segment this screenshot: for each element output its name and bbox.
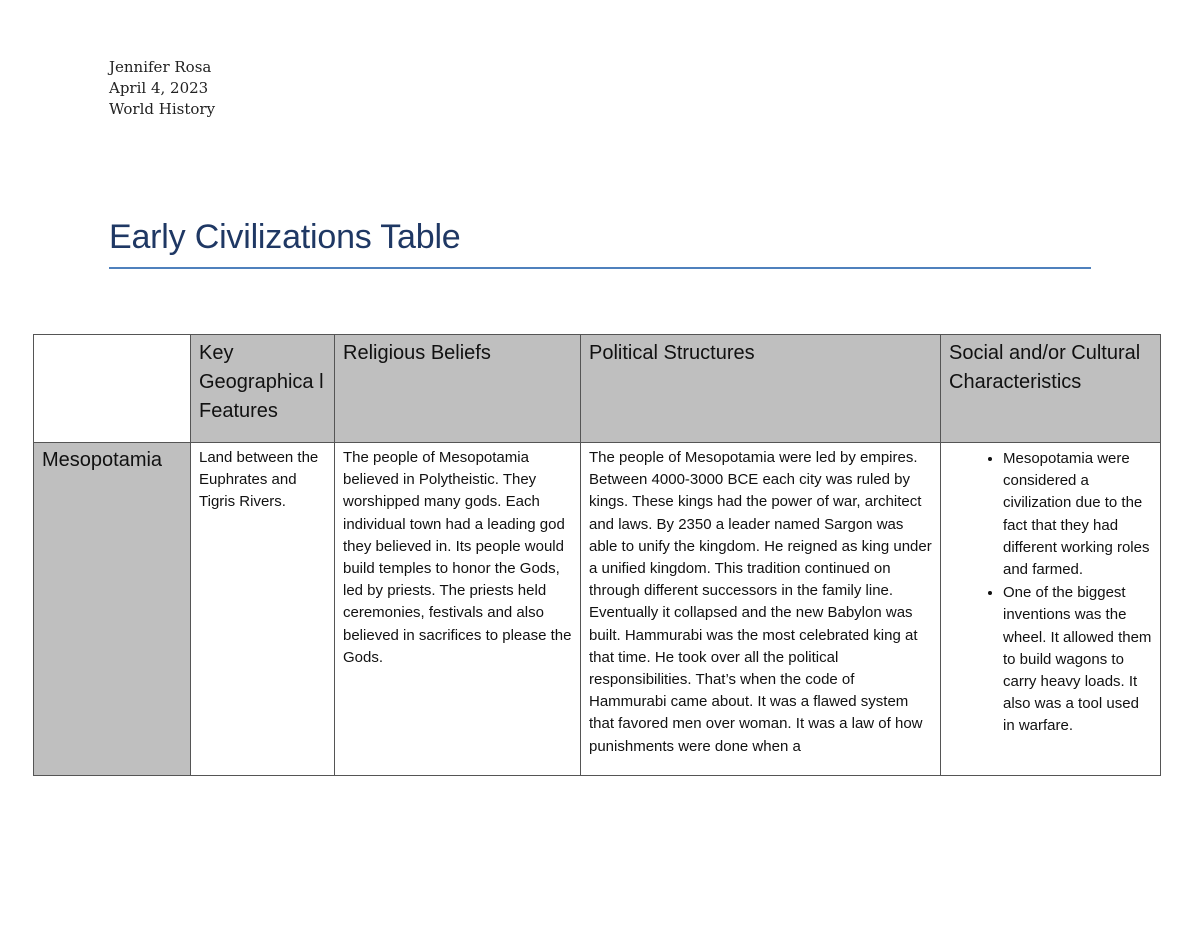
- cell-social: [941, 443, 1161, 776]
- table-header-row: [34, 335, 1161, 443]
- list-item: • One of the biggest inventions was the wheel. It allowed them to build wagons to carry heavy loads. It also was a tool used in warfare.: [1003, 581, 1152, 737]
- column-header-religion: Religious Beliefs: [335, 335, 581, 443]
- social-bullet-list: [949, 447, 1152, 738]
- document-date: April 4, 2023: [109, 79, 209, 97]
- column-header-geography: Key Geographica l Features: [191, 335, 335, 443]
- cell-religion: The people of Mesopotamia believed in Polytheistic. They worshipped many gods. Each individual town had a leading god they believed in. Its people would build temples to honor the Gods, led by priests. The priests held ceremonies, festivals and also believed in sacrifices to please the Gods.: [335, 443, 581, 776]
- author-header: [109, 57, 215, 120]
- column-header-social: Social and/or Cultural Characteristics: [941, 335, 1161, 443]
- civilizations-table: [33, 334, 1161, 776]
- cell-politics: The people of Mesopotamia were led by empires. Between 4000-3000 BCE each city was ruled by kings. These kings had the power of war, architect and laws. By 2350 a leader named Sargon was able to unify the kingdom. He reigned as king under a unified kingdom. This tradition continued on through different successors in the family line. Eventually it collapsed and the new Babylon was built. Hammurabi was the most celebrated king at that time. He took over all the political responsibilities. That’s when the code of Hammurabi came about. It was a flawed system that favored men over woman. It was a law of how punishments were done when a: [581, 443, 941, 776]
- corner-cell: [34, 335, 191, 443]
- author-name: Jennifer Rosa: [109, 58, 212, 76]
- list-item: • Mesopotamia were considered a civilization due to the fact that they had different working roles and farmed.: [1003, 447, 1152, 581]
- table-row: [34, 443, 1161, 776]
- document-title: Early Civilizations Table: [109, 218, 461, 256]
- title-underline: [109, 267, 1091, 269]
- row-label-mesopotamia: Mesopotamia: [34, 443, 191, 776]
- column-header-politics: Political Structures: [581, 335, 941, 443]
- course-name: World History: [109, 100, 216, 118]
- cell-geography: Land between the Euphrates and Tigris Rivers.: [191, 443, 335, 776]
